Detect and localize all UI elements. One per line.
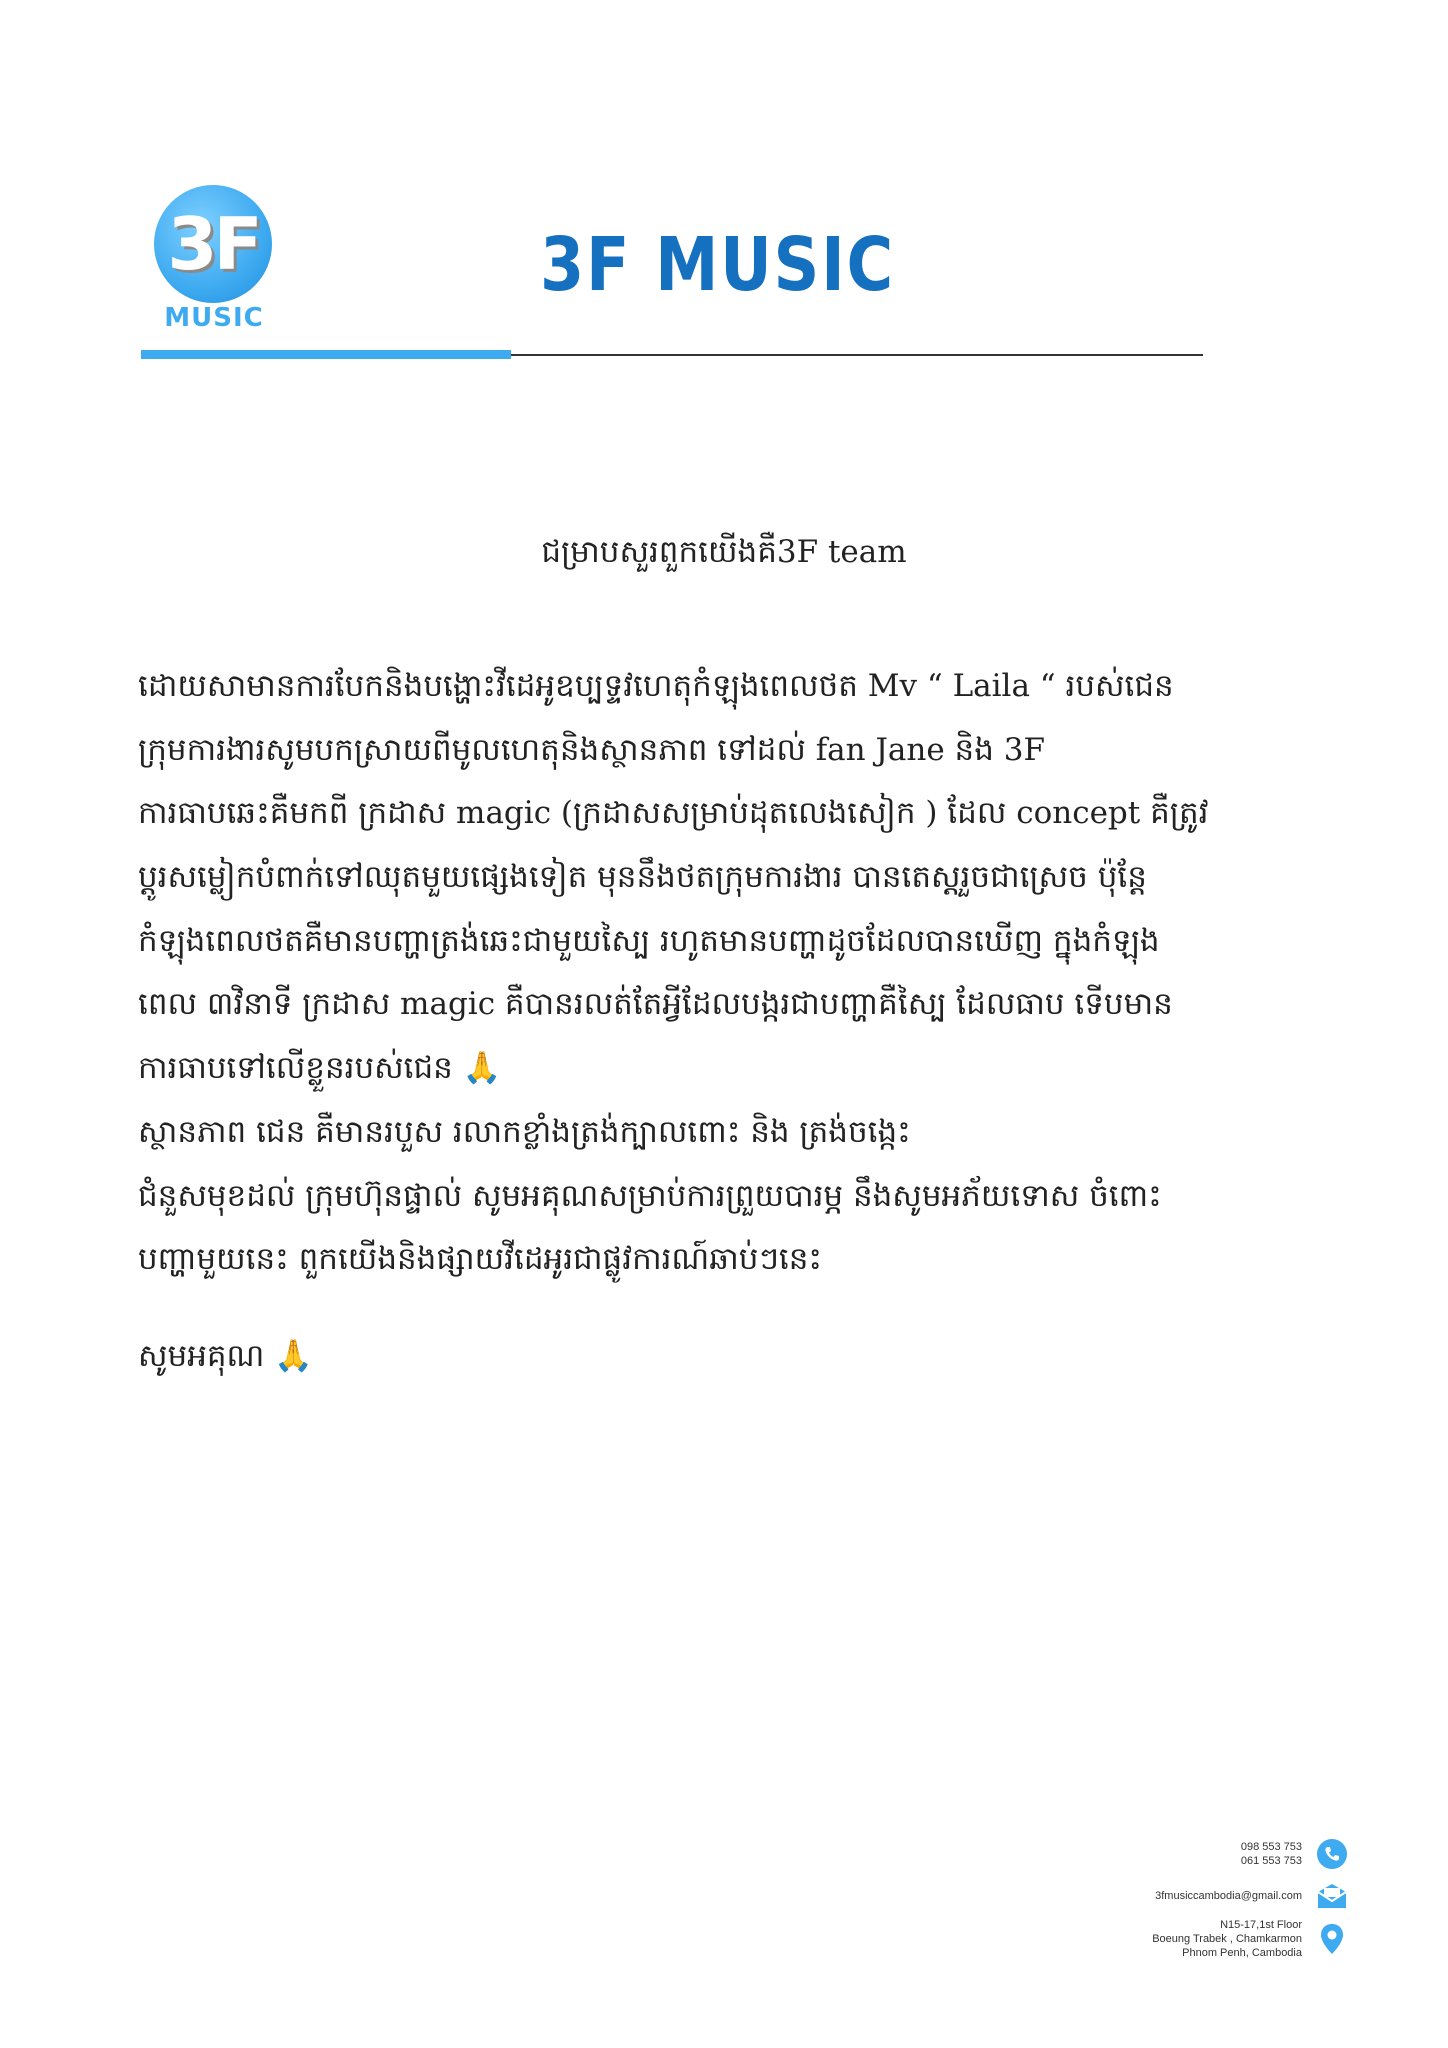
folded-hands-emoji: 🙏 [274, 1338, 313, 1374]
address-line: N15-17,1st Floor [1220, 1919, 1302, 1931]
body-line: ស្ថានភាព ជេន គឺមានរបួស រលាកខ្លាំងត្រង់ក្បាលពោះ និង ត្រង់ចង្កេះ [138, 1113, 911, 1150]
phone-number[interactable]: 098 553 753 [1240, 1841, 1302, 1853]
statement-body [138, 655, 1288, 1292]
phone-numbers [1241, 1840, 1302, 1868]
closing-text: សូមអគុណ [138, 1338, 265, 1374]
body-line: ជំនួសមុខដល់ ក្រុមហ៊ុនផ្ទាល់ សូមអគុណសម្រាប់ការព្រួយបារម្ភ នឹងសូមអភ័យទោស ចំពោះ [138, 1177, 1162, 1214]
header-rule [511, 354, 1203, 356]
closing [138, 1325, 313, 1388]
logo-mark: 3F [167, 202, 259, 286]
body-line: កំឡុងពេលថតគឺមានបញ្ហាត្រង់ឆេះជាមួយស្បៃ រហូតមានបញ្ហាដូចដែលបានឃើញ ក្នុងកំឡុង [138, 922, 1160, 959]
footer-phone [1241, 1838, 1348, 1870]
logo-word: MUSIC [164, 303, 264, 333]
body-line-text: ការធាបទៅលើខ្លួនរបស់ជេន [138, 1050, 453, 1087]
footer-address [1152, 1918, 1348, 1960]
address-line: Phnom Penh, Cambodia [1182, 1947, 1302, 1959]
body-line-with-emoji [138, 1037, 1288, 1101]
location-pin-icon [1316, 1923, 1348, 1955]
folded-hands-emoji: 🙏 [462, 1050, 502, 1087]
address-line: Boeung Trabek , Chamkarmon [1152, 1933, 1302, 1945]
envelope-icon [1316, 1880, 1348, 1912]
logo [150, 185, 275, 340]
footer-email [1155, 1880, 1348, 1912]
phone-number[interactable]: 061 553 753 [1240, 1855, 1302, 1867]
body-line: ដោយសាមានការបែកនិងបង្ហោះវីដេអូឧប្បទ្ទវហេតុកំឡុងពេលថត Mv “ Laila “ របស់ជេន [138, 668, 1174, 704]
email-address[interactable]: 3fmusiccambodia@gmail.com [1155, 1890, 1302, 1902]
body-line: ការធាបឆេះគឺមកពី ក្រដាស magic (ក្រដាសសម្រាប់ដុតលេងសៀក ) ដែល concept គឺត្រូវ [138, 795, 1209, 832]
body-line: ក្រុមការងារសូមបកស្រាយពីមូលហេតុនិងស្ថានភាព ទៅដល់ fan Jane និង 3F [138, 731, 1045, 768]
address [1152, 1918, 1302, 1960]
brand-title: 3F MUSIC [540, 222, 895, 308]
greeting: ជម្រាបសួរពួកយើងគឺ3F team [541, 534, 907, 570]
header-rule-accent [141, 350, 511, 359]
phone-icon [1316, 1838, 1348, 1870]
body-line: ប្តូរសម្លៀកបំពាក់ទៅឈុតមួយផ្សេងទៀត មុននឹងថតក្រុមការងារ បានតេស្តរួចជាស្រេច ប៉ុន្តែ [138, 859, 1147, 896]
body-line: បញ្ហាមួយនេះ ពួកយើងនិងផ្សាយវីដេអូរជាផ្លូវការណ៍ឆាប់ៗនេះ [138, 1241, 823, 1278]
body-line: ពេល ៣វិនាទី ក្រដាស magic គឺបានរលត់តែអ្វីដែលបង្ករជាបញ្ហាគឺស្បៃ ដែលធាប ទើបមាន [138, 986, 1173, 1023]
